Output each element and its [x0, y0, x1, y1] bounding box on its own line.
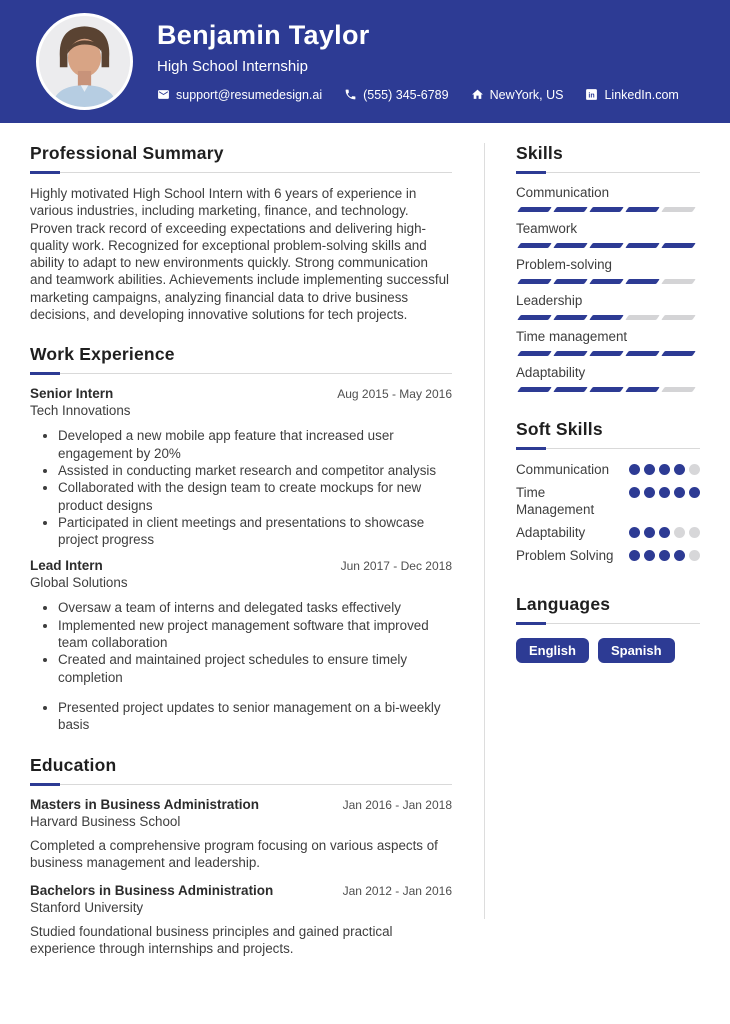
section-professional-summary [30, 143, 452, 323]
section-rule [516, 448, 700, 449]
education-description: Studied foundational business principles and gained practical experience through internships and projects. [30, 924, 393, 957]
soft-skill-row [516, 484, 700, 518]
rating-dot [629, 464, 640, 475]
contact-item[interactable] [157, 88, 322, 102]
skill-bar-segment [661, 315, 696, 320]
rating-dot [689, 487, 700, 498]
job-dates: Aug 2015 - May 2016 [337, 387, 452, 402]
skill-row [516, 293, 700, 320]
contact-text: NewYork, US [489, 87, 564, 102]
skill-bar-segment [625, 315, 660, 320]
soft-skills-heading: Soft Skills [516, 419, 603, 439]
rating-dot [674, 550, 685, 561]
email-icon [157, 88, 170, 101]
degree-name: Bachelors in Business Administration [30, 883, 274, 899]
soft-skill-row [516, 461, 700, 478]
section-rule [30, 784, 452, 785]
section-rule [516, 623, 700, 624]
job-header [30, 558, 452, 573]
content-area [0, 123, 730, 979]
person-name: Benjamin Taylor [157, 20, 370, 51]
skill-bar-segment [625, 207, 660, 212]
school-name: Stanford University [30, 900, 144, 916]
education-header [30, 797, 452, 812]
school-name: Harvard Business School [30, 813, 181, 829]
skill-bar-segment [625, 351, 660, 356]
skill-row [516, 329, 700, 356]
skill-bar-segment [589, 207, 624, 212]
skill-bar [516, 207, 700, 212]
skill-bar-segment [553, 387, 588, 392]
contact-item[interactable] [585, 88, 678, 102]
rating-dot [659, 550, 670, 561]
contact-text: (555) 345-6789 [363, 87, 449, 102]
contact-item[interactable] [471, 88, 564, 102]
home-icon [471, 88, 484, 101]
degree-name: Masters in Business Administration [30, 796, 260, 812]
profile-photo [36, 13, 133, 110]
rating-dot [689, 464, 700, 475]
skill-bar-segment [553, 351, 588, 356]
job-header [30, 386, 452, 401]
rating-dot [674, 527, 685, 538]
skill-bar-segment [661, 387, 696, 392]
skill-bar-segment [589, 387, 624, 392]
section-languages [516, 594, 700, 663]
education-entry [30, 883, 452, 958]
contact-text: LinkedIn.com [604, 87, 679, 102]
skill-bar-segment [589, 351, 624, 356]
linkedin-icon [585, 88, 598, 101]
skill-row [516, 257, 700, 284]
skill-bar-segment [517, 279, 552, 284]
profile-photo-illustration [39, 16, 130, 107]
education-dates: Jan 2012 - Jan 2016 [342, 884, 452, 899]
soft-skill-row [516, 524, 700, 541]
skill-row [516, 185, 700, 212]
skill-bar-segment [589, 243, 624, 248]
skill-bar-segment [517, 315, 552, 320]
section-soft-skills [516, 419, 700, 564]
section-rule [30, 172, 452, 173]
phone-icon [344, 88, 357, 101]
summary-heading: Professional Summary [30, 143, 224, 163]
skill-bar-segment [553, 243, 588, 248]
soft-skill-row [516, 547, 700, 564]
languages-list [516, 638, 700, 663]
skill-bar-segment [589, 315, 624, 320]
rating-dot [659, 487, 670, 498]
bullet-item: • Participated in client meetings and presentations to showcase project progress [58, 514, 452, 549]
rating-dot [659, 527, 670, 538]
skill-bar-segment [661, 243, 696, 248]
bullet-item: • Presented project updates to senior management on a bi-weekly basis [58, 699, 452, 734]
person-job-title: High School Internship [157, 57, 308, 75]
rating-dot [644, 464, 655, 475]
job-dates: Jun 2017 - Dec 2018 [340, 559, 452, 574]
education-dates: Jan 2016 - Jan 2018 [342, 797, 452, 812]
language-pill: Spanish [598, 638, 675, 663]
bullet-item: • Collaborated with the design team to create mockups for new product designs [58, 479, 452, 514]
skill-label: Adaptability [516, 365, 586, 380]
section-rule [30, 373, 452, 374]
rating-dot [644, 550, 655, 561]
skills-heading: Skills [516, 143, 563, 163]
section-education [30, 755, 452, 958]
skill-bar [516, 243, 700, 248]
skill-bar-segment [625, 387, 660, 392]
skill-bar [516, 279, 700, 284]
contact-item[interactable] [344, 88, 448, 102]
rating-dot [629, 487, 640, 498]
skill-bar-segment [661, 279, 696, 284]
soft-skill-label: Problem Solving [516, 548, 614, 563]
education-entry [30, 797, 452, 872]
bullet-item: • Developed a new mobile app feature that increased user engagement by 20% [58, 427, 452, 462]
job-company: Global Solutions [30, 575, 128, 591]
job-role: Lead Intern [30, 558, 103, 574]
skill-row [516, 365, 700, 392]
rating-dots [629, 484, 700, 498]
skill-label: Leadership [516, 293, 583, 308]
skill-bar-segment [517, 243, 552, 248]
skill-bar-segment [661, 351, 696, 356]
section-rule [516, 172, 700, 173]
rating-dot [644, 487, 655, 498]
skill-label: Communication [516, 185, 610, 200]
header-banner [0, 0, 730, 123]
skill-bar-segment [589, 279, 624, 284]
section-work-experience [30, 344, 452, 733]
jobs-list [30, 386, 452, 733]
rating-dots [629, 524, 700, 538]
bullet-item: • Assisted in conducting market research and competitor analysis [58, 462, 452, 479]
education-list [30, 797, 452, 958]
rating-dot [674, 464, 685, 475]
contact-text: support@resumedesign.ai [176, 87, 323, 102]
skill-label: Problem-solving [516, 257, 613, 272]
skill-bar-segment [517, 351, 552, 356]
experience-heading: Work Experience [30, 344, 175, 365]
soft-skills-list [516, 461, 700, 564]
soft-skill-label: Communication [516, 462, 610, 477]
rating-dot [689, 527, 700, 538]
rating-dot [674, 487, 685, 498]
job-bullets [30, 599, 452, 733]
skill-bar-segment [661, 207, 696, 212]
soft-skill-label: Adaptability [516, 525, 586, 540]
rating-dot [659, 464, 670, 475]
rating-dot [644, 527, 655, 538]
contact-row [157, 88, 679, 102]
languages-heading: Languages [516, 594, 611, 614]
skill-bar-segment [553, 207, 588, 212]
svg-text:in: in [588, 92, 596, 100]
skill-label: Teamwork [516, 221, 578, 236]
skill-bar-segment [553, 315, 588, 320]
summary-text: Highly motivated High School Intern with 6 years of experience in various industries, including marketing, finance, and technology. Proven track record of exceeding expectations and delivering high-quality work. Recognized for exceptional problem-solving skills and ability to adapt to new environments quickly. Strong communication and teamwork abilities. Achievements include implementing successful marketing campaigns, analyzing financial data to drive business decisions, and developing innovative solutions for tech projects. [30, 186, 450, 323]
rating-dots [629, 547, 700, 561]
skill-row [516, 221, 700, 248]
column-divider [484, 143, 485, 919]
skill-bar-segment [625, 243, 660, 248]
rating-dots [629, 461, 700, 475]
job-entry [30, 386, 452, 548]
job-company: Tech Innovations [30, 403, 131, 419]
bullet-item: • Created and maintained project schedules to ensure timely completion [58, 651, 452, 686]
job-entry [30, 558, 452, 733]
skill-bar-segment [517, 387, 552, 392]
sidebar-column [516, 143, 700, 979]
education-header [30, 883, 452, 898]
education-heading: Education [30, 754, 117, 775]
skill-bar-segment [625, 279, 660, 284]
soft-skill-label: Time Management [516, 485, 595, 517]
skill-bar-segment [553, 279, 588, 284]
job-bullets [30, 427, 452, 548]
bullet-item: • Oversaw a team of interns and delegated tasks effectively [58, 599, 452, 616]
skill-label: Time management [516, 329, 628, 344]
skill-bar [516, 315, 700, 320]
rating-dot [629, 527, 640, 538]
language-pill: English [516, 638, 589, 663]
main-column [30, 143, 452, 979]
bullet-item: • Implemented new project management software that improved team collaboration [58, 617, 452, 652]
skills-list [516, 185, 700, 392]
education-description: Completed a comprehensive program focusing on various aspects of business management and leadership. [30, 837, 438, 870]
skill-bar [516, 351, 700, 356]
section-skills [516, 143, 700, 392]
job-role: Senior Intern [30, 386, 114, 402]
rating-dot [689, 550, 700, 561]
skill-bar [516, 387, 700, 392]
skill-bar-segment [517, 207, 552, 212]
rating-dot [629, 550, 640, 561]
